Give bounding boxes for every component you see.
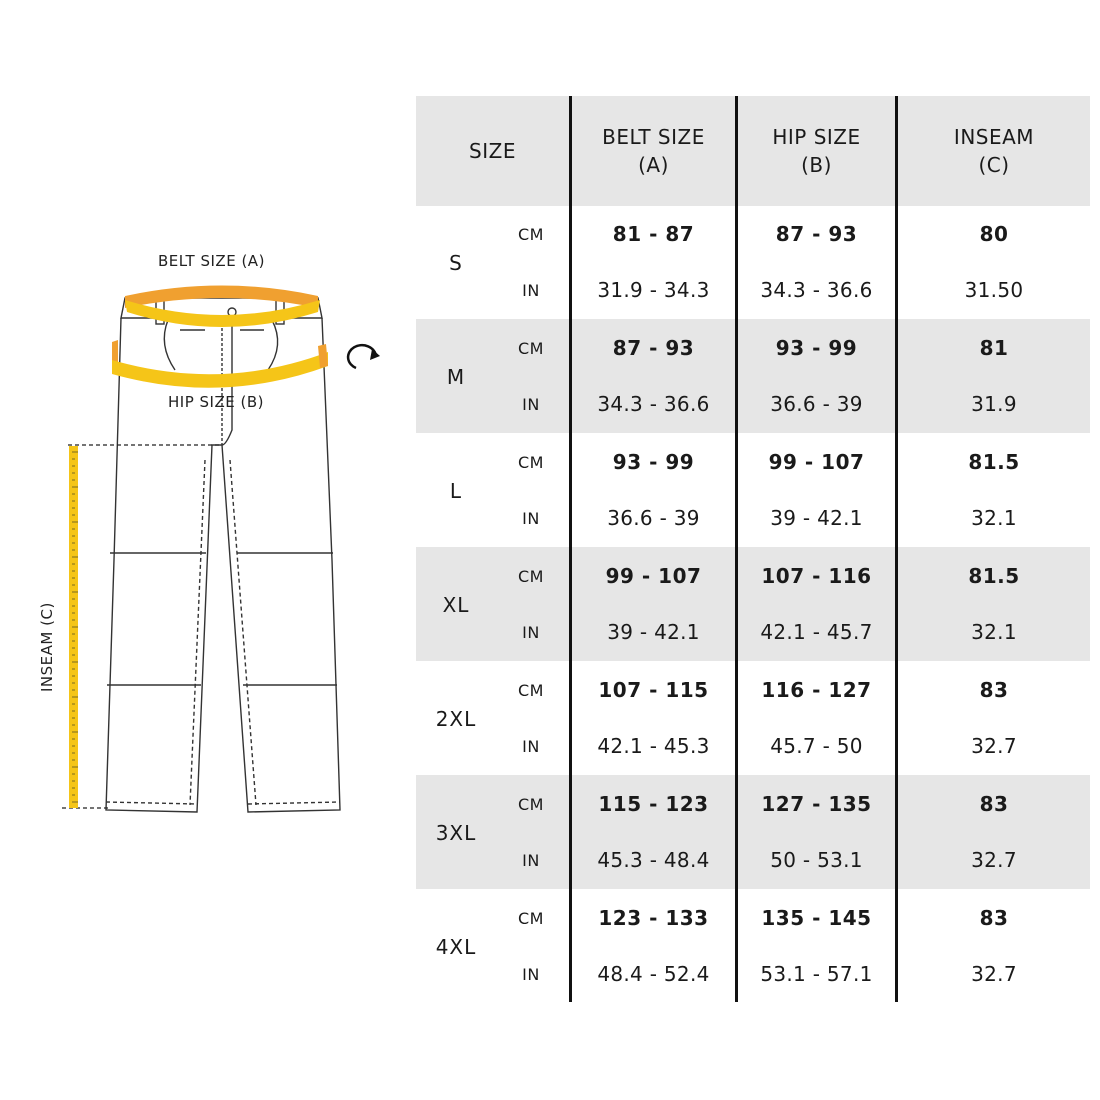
hip-in-value: 50 - 53.1 bbox=[770, 848, 863, 872]
hip-cm-value: 107 - 116 bbox=[761, 564, 872, 588]
inseam-cm-value: 81.5 bbox=[968, 450, 1020, 474]
inseam-in-value: 32.7 bbox=[971, 848, 1017, 872]
inseam-in-value: 32.7 bbox=[971, 962, 1017, 986]
unit-cm: CM bbox=[518, 224, 544, 244]
unit-cm: CM bbox=[518, 908, 544, 928]
size-label: 3XL bbox=[435, 821, 477, 845]
size-label: L bbox=[449, 479, 463, 503]
unit-in: IN bbox=[522, 394, 540, 414]
unit-in: IN bbox=[522, 280, 540, 300]
inseam-in-value: 32.1 bbox=[971, 620, 1017, 644]
inseam-cm-value: 81 bbox=[979, 336, 1009, 360]
inseam-in-value: 31.9 bbox=[971, 392, 1017, 416]
unit-cm: CM bbox=[518, 566, 544, 586]
unit-cm: CM bbox=[518, 452, 544, 472]
belt-cm-value: 115 - 123 bbox=[598, 792, 709, 816]
header-hip-line2: (B) bbox=[801, 153, 832, 177]
header-belt-line2: (A) bbox=[638, 153, 669, 177]
belt-in-value: 39 - 42.1 bbox=[607, 620, 700, 644]
hip-in-value: 42.1 - 45.7 bbox=[760, 620, 873, 644]
header-belt-line1: BELT SIZE bbox=[602, 125, 705, 149]
belt-cm-value: 123 - 133 bbox=[598, 906, 709, 930]
unit-cm: CM bbox=[518, 338, 544, 358]
hip-in-value: 36.6 - 39 bbox=[770, 392, 863, 416]
hip-cm-value: 135 - 145 bbox=[761, 906, 872, 930]
inseam-cm-value: 83 bbox=[979, 906, 1009, 930]
unit-cm: CM bbox=[518, 680, 544, 700]
size-label: S bbox=[449, 251, 463, 275]
unit-in: IN bbox=[522, 508, 540, 528]
header-size-text: SIZE bbox=[469, 139, 516, 163]
belt-in-value: 42.1 - 45.3 bbox=[597, 734, 710, 758]
belt-cm-value: 81 - 87 bbox=[612, 222, 695, 246]
header-inseam bbox=[898, 96, 1090, 206]
belt-in-value: 31.9 - 34.3 bbox=[597, 278, 710, 302]
size-label: XL bbox=[442, 593, 470, 617]
belt-in-value: 34.3 - 36.6 bbox=[597, 392, 710, 416]
pants-measurement-diagram bbox=[0, 0, 420, 1100]
inseam-cm-value: 83 bbox=[979, 792, 1009, 816]
hip-cm-value: 127 - 135 bbox=[761, 792, 872, 816]
header-inseam-line2: (C) bbox=[978, 153, 1010, 177]
header-belt-size bbox=[572, 96, 735, 206]
belt-in-value: 45.3 - 48.4 bbox=[597, 848, 710, 872]
inseam-in-value: 32.1 bbox=[971, 506, 1017, 530]
belt-in-value: 36.6 - 39 bbox=[607, 506, 700, 530]
belt-cm-value: 93 - 99 bbox=[612, 450, 695, 474]
hip-in-value: 53.1 - 57.1 bbox=[760, 962, 873, 986]
belt-in-value: 48.4 - 52.4 bbox=[597, 962, 710, 986]
hip-in-value: 45.7 - 50 bbox=[770, 734, 863, 758]
size-chart-table bbox=[416, 96, 1090, 1002]
inseam-cm-value: 83 bbox=[979, 678, 1009, 702]
pants-illustration bbox=[0, 0, 420, 1100]
hip-in-value: 34.3 - 36.6 bbox=[760, 278, 873, 302]
size-label: M bbox=[446, 365, 466, 389]
hip-cm-value: 93 - 99 bbox=[775, 336, 858, 360]
hip-in-value: 39 - 42.1 bbox=[770, 506, 863, 530]
inseam-cm-value: 80 bbox=[979, 222, 1009, 246]
unit-cm: CM bbox=[518, 794, 544, 814]
inseam-cm-value: 81.5 bbox=[968, 564, 1020, 588]
hip-cm-value: 87 - 93 bbox=[775, 222, 858, 246]
belt-size-label: BELT SIZE (A) bbox=[158, 252, 265, 270]
header-size bbox=[416, 96, 569, 206]
hip-cm-value: 99 - 107 bbox=[768, 450, 865, 474]
unit-in: IN bbox=[522, 736, 540, 756]
belt-cm-value: 107 - 115 bbox=[598, 678, 709, 702]
unit-in: IN bbox=[522, 964, 540, 984]
inseam-in-value: 31.50 bbox=[964, 278, 1024, 302]
header-hip-size bbox=[738, 96, 895, 206]
belt-cm-value: 99 - 107 bbox=[605, 564, 702, 588]
inseam-label: INSEAM (C) bbox=[38, 602, 56, 692]
unit-in: IN bbox=[522, 622, 540, 642]
header-hip-line1: HIP SIZE bbox=[772, 125, 861, 149]
size-label: 2XL bbox=[435, 707, 477, 731]
belt-cm-value: 87 - 93 bbox=[612, 336, 695, 360]
hip-cm-value: 116 - 127 bbox=[761, 678, 872, 702]
size-label: 4XL bbox=[435, 935, 477, 959]
header-inseam-line1: INSEAM bbox=[953, 125, 1035, 149]
unit-in: IN bbox=[522, 850, 540, 870]
inseam-in-value: 32.7 bbox=[971, 734, 1017, 758]
hip-size-label: HIP SIZE (B) bbox=[168, 393, 264, 411]
